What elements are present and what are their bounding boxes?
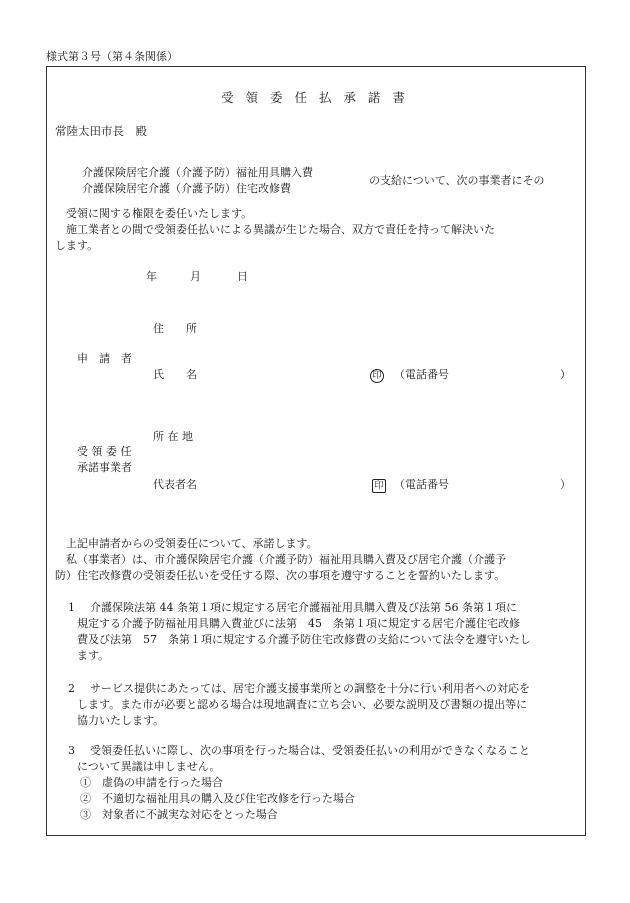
item-3-line2: について異議は申しません。 <box>77 760 221 773</box>
date-month: 月 <box>190 270 201 283</box>
intro-line4: します。 <box>55 239 99 252</box>
item-3-sub-3: ③ 対象者に不誠実な対応をとった場合 <box>80 808 278 821</box>
form-number-label: 様式第３号（第４条関係） <box>46 50 178 63</box>
applicant-seal-icon <box>370 368 384 383</box>
applicant-label: 申 請 者 <box>77 352 132 365</box>
intro-line3: 施工業者との間で受領委任払いによる異議が生じた場合、双方で責任を持って解決いた <box>66 223 495 236</box>
date-year: 年 <box>146 270 157 283</box>
item-3-sub-2: ② 不適切な福祉用具の購入及び住宅改修を行った場合 <box>80 792 355 805</box>
item-2-line1: サービス提供にあたっては、居宅介護支援事業所との調整を十分に行い利用者への対応を <box>90 682 530 695</box>
item-2-number: 2 <box>68 682 75 695</box>
item-2-line3: 協力いたします。 <box>77 714 165 727</box>
intro-item-line2: 介護保険居宅介護（介護予防）住宅改修費 <box>82 182 291 195</box>
business-label-line1: 受 領 委 任 <box>77 445 132 458</box>
business-seal: 印 <box>372 479 386 493</box>
item-3-number: 3 <box>68 744 75 757</box>
item-2-line2: します。また市が必要と認める場合は現地調査に立ち会い、必要な説明及び書類の提出等に <box>77 698 528 711</box>
item-1-line1: 介護保険法第 44 条第１項に規定する居宅介護福祉用具購入費及び法第 56 条第１項に <box>90 601 517 614</box>
addressee: 常陸太田市長 殿 <box>55 124 147 138</box>
date-day: 日 <box>237 270 248 283</box>
intro-item-line1: 介護保険居宅介護（介護予防）福祉用具購入費 <box>82 166 313 179</box>
item-3-sub-1: ① 虚偽の申請を行った場合 <box>80 776 223 789</box>
item-1-line4: ます。 <box>77 649 110 662</box>
applicant-address-label: 住 所 <box>153 322 197 335</box>
business-seal-icon <box>372 478 386 493</box>
business-rep-label: 代表者名 <box>153 478 197 491</box>
applicant-phone-close: ） <box>560 368 571 381</box>
intro-suffix: の支給について、次の事業者にその <box>369 174 545 187</box>
consent-line1: 上記申請者からの受領委任について、承諾します。 <box>66 537 318 550</box>
applicant-phone-label: （電話番号 <box>394 368 449 381</box>
applicant-seal: 印 <box>370 369 384 383</box>
item-1-line3: 費及び法第 57 条第１項に規定する介護予防住宅改修費の支給について法令を遵守いたし <box>77 633 531 646</box>
applicant-name-label: 氏 名 <box>153 368 197 381</box>
item-1-number: 1 <box>68 601 75 614</box>
intro-line2: 受領に関する権限を委任いたします。 <box>66 207 253 220</box>
consent-line3: 防）住宅改修費の受領委任払いを受任する際、次の事項を遵守することを誓約いたします。 <box>55 569 506 582</box>
item-3-line1: 受領委任払いに際し、次の事項を行った場合は、受領委任払いの利用ができなくなること <box>90 744 530 757</box>
item-1-line2: 規定する介護予防福祉用具購入費並びに法第 45 条第１項に規定する居宅介護住宅改修 <box>77 617 520 630</box>
business-phone-close: ） <box>560 478 571 491</box>
business-phone-label: （電話番号 <box>394 478 449 491</box>
document-title: 受 領 委 任 払 承 諾 書 <box>221 90 409 105</box>
consent-line2: 私（事業者）は、市介護保険居宅介護（介護予防）福祉用具購入費及び居宅介護（介護予 <box>66 553 506 566</box>
business-location-label: 所 在 地 <box>153 430 193 443</box>
business-label-line2: 承諾事業者 <box>77 461 132 474</box>
